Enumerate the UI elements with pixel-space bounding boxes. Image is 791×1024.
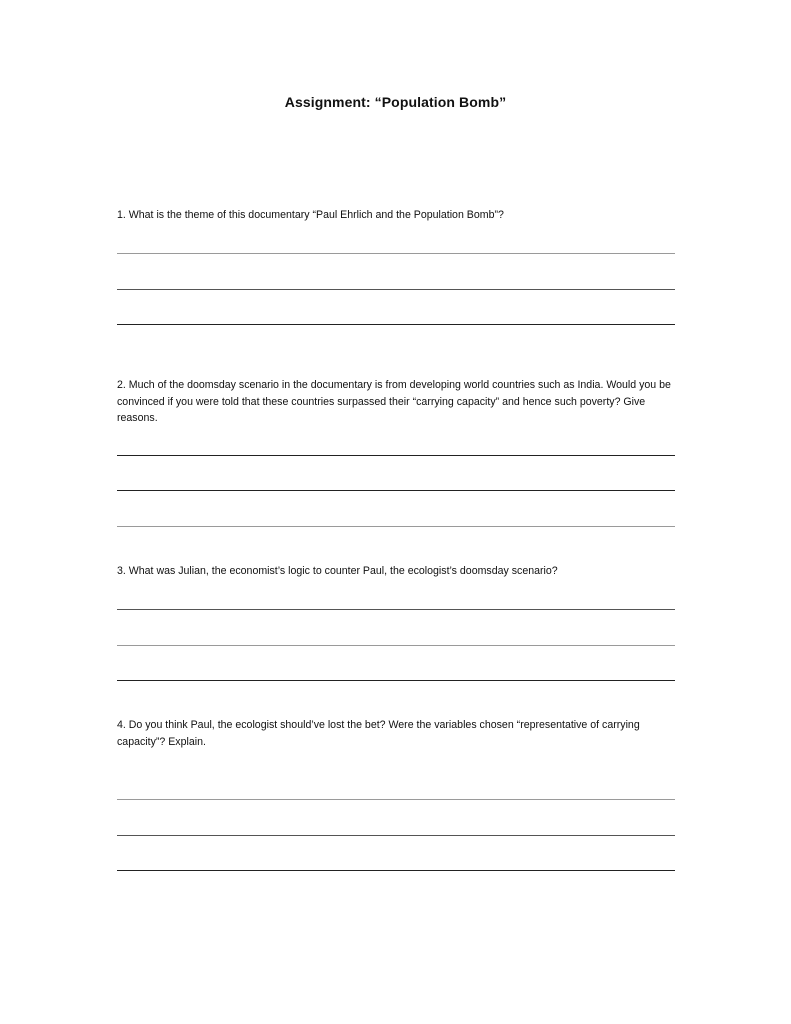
answer-line-3b[interactable] (117, 645, 675, 646)
answer-line-4b[interactable] (117, 835, 675, 836)
question-3: 3. What was Julian, the economist’s logic to counter Paul, the ecologist’s doomsday scenario? (117, 565, 558, 577)
answer-line-2a[interactable] (117, 455, 675, 456)
question-1: 1. What is the theme of this documentary “Paul Ehrlich and the Population Bomb”? (117, 209, 504, 221)
answer-line-3c[interactable] (117, 680, 675, 681)
page-title: Assignment: “Population Bomb” (284, 94, 507, 110)
answer-line-4c[interactable] (117, 870, 675, 871)
answer-line-2c[interactable] (117, 526, 675, 527)
question-4: 4. Do you think Paul, the ecologist should’ve lost the bet? Were the variables chosen “representative of carrying capacity”? Explain. (117, 719, 640, 748)
answer-line-4a[interactable] (117, 799, 675, 800)
answer-line-1a[interactable] (117, 253, 675, 254)
answer-line-1b[interactable] (117, 289, 675, 290)
answer-line-1c[interactable] (117, 324, 675, 325)
question-2: 2. Much of the doomsday scenario in the documentary is from developing world countries such as India. Would you be convinced if you were told that these countries surpassed their “carrying capacity” and hence such poverty? Give reasons. (117, 379, 671, 424)
answer-line-2b[interactable] (117, 490, 675, 491)
answer-line-3a[interactable] (117, 609, 675, 610)
